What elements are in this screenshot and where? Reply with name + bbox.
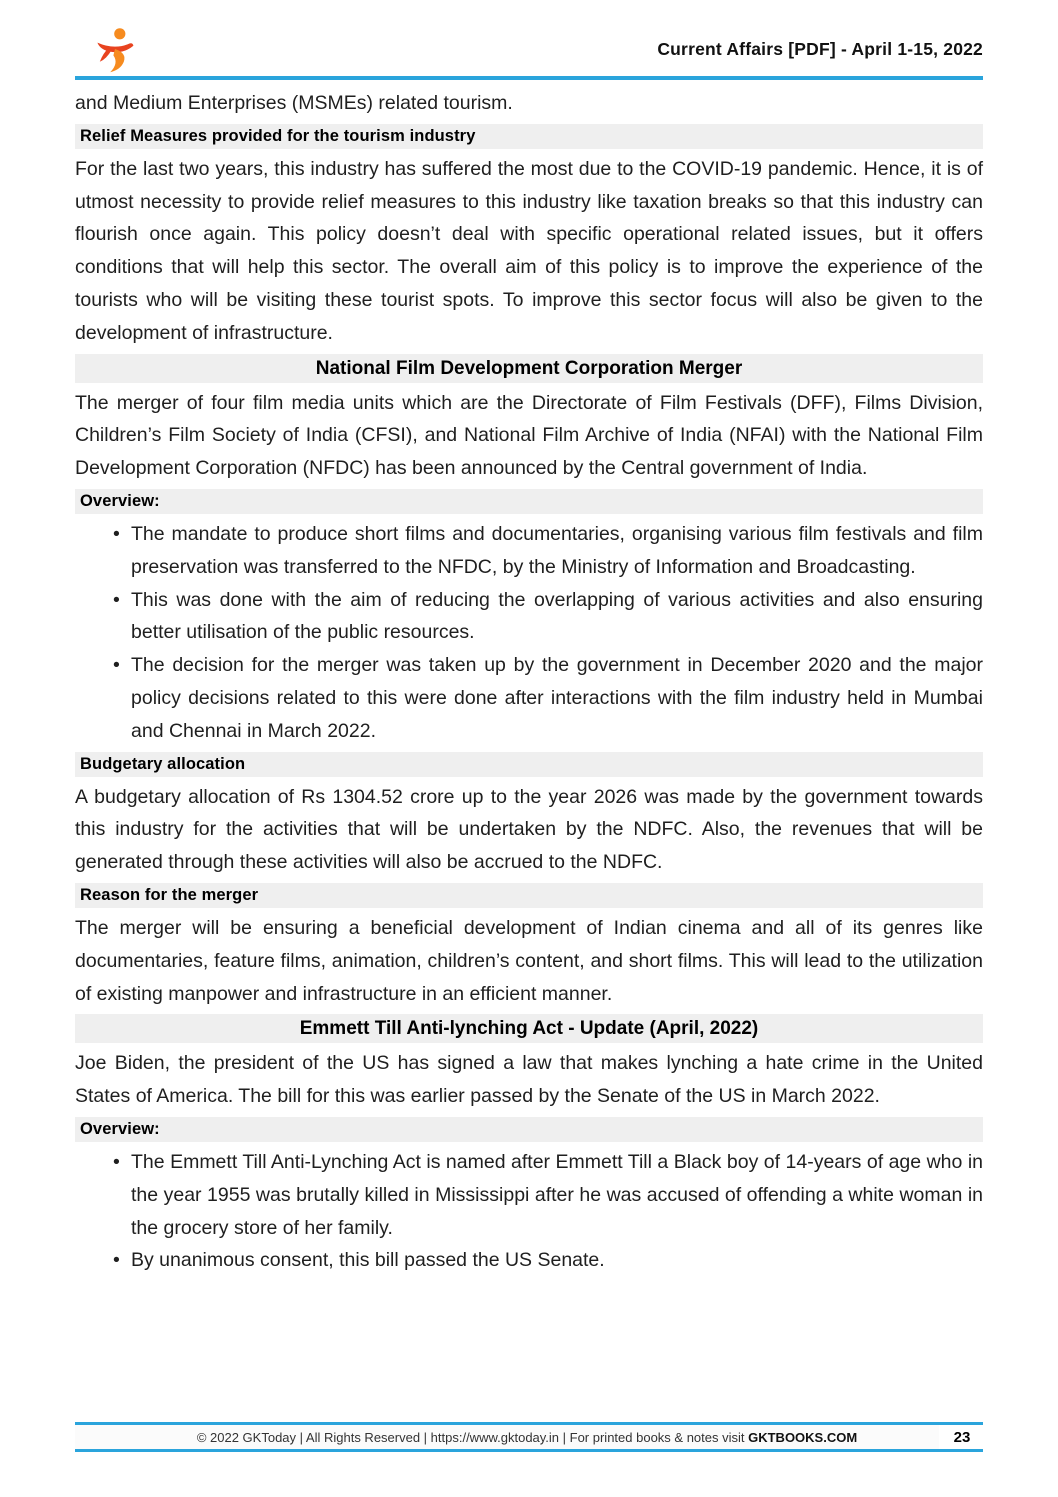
nfdc-overview-list: [113, 518, 983, 748]
list-item: • The mandate to produce short films and documentaries, organising various film festivals and film preservation was transferred to the NFDC, by the Ministry of Information and Broadcasting.: [113, 518, 983, 584]
page-number: 23: [939, 1425, 983, 1449]
page-footer: [75, 1422, 983, 1452]
heading-nfdc-merger: National Film Development Corporation Merger: [75, 354, 983, 383]
footer-site-link[interactable]: GKTBOOKS.COM: [748, 1429, 858, 1445]
header-title: Current Affairs [PDF] - April 1-15, 2022: [657, 38, 983, 59]
relief-paragraph: For the last two years, this industry has suffered the most due to the COVID-19 pandemic. Hence, it is of utmost necessity to provide relief measures to this industry like taxation breaks so that this industry can flourish once again. This policy doesn’t deal with specific operational related issues, but it offers conditions that will help this sector. The overall aim of this policy is to improve the experience of the tourists who will be visiting these tourist spots. To improve this sector focus will also be given to the development of infrastructure.: [75, 157, 983, 344]
heading-overview-1: Overview:: [75, 489, 983, 514]
heading-budgetary-allocation: Budgetary allocation: [75, 752, 983, 777]
footer-copyright: © 2022 GKToday | All Rights Reserved | https://www.gktoday.in | For printed books & notes visit: [196, 1429, 749, 1445]
heading-emmett-till-act: Emmett Till Anti-lynching Act - Update (April, 2022): [75, 1014, 983, 1043]
gktoday-logo: [91, 25, 139, 73]
list-item: • The Emmett Till Anti-Lynching Act is named after Emmett Till a Black boy of 14-years of age who in the year 1955 was brutally killed in Mississippi after he was accused of offending a white woman in the grocery store of her family.: [113, 1146, 983, 1244]
heading-overview-2: Overview:: [75, 1117, 983, 1142]
heading-reason-for-merger: Reason for the merger: [75, 883, 983, 908]
emmett-overview-list: [113, 1146, 983, 1277]
list-item: • This was done with the aim of reducing the overlapping of various activities and also ensuring better utilisation of the public resources.: [113, 584, 983, 650]
page-header: [75, 0, 983, 74]
nfdc-paragraph: The merger of four film media units which are the Directorate of Film Festivals (DFF), Films Division, Children’s Film Society of India (CFSI), and National Film Archive of India (NFAI) with the National Film Development Corporation (NFDC) has been announced by the Central government of India.: [75, 391, 983, 480]
lead-paragraph: and Medium Enterprises (MSMEs) related tourism.: [75, 92, 513, 114]
document-body: [75, 80, 983, 1277]
heading-relief-measures: Relief Measures provided for the tourism industry: [75, 124, 983, 149]
emmett-paragraph: Joe Biden, the president of the US has signed a law that makes lynching a hate crime in the United States of America. The bill for this was earlier passed by the Senate of the US in March 2022.: [75, 1052, 983, 1108]
budget-paragraph: A budgetary allocation of Rs 1304.52 crore up to the year 2026 was made by the government towards this industry for the activities that will be undertaken by the NDFC. Also, the revenues that will be generated through these activities will also be accrued to the NDFC.: [75, 785, 983, 874]
list-item: • The decision for the merger was taken up by the government in December 2020 and the major policy decisions related to this were done after interactions with the film industry held in Mumbai and Chennai in March 2022.: [113, 649, 983, 747]
footer-text: [75, 1430, 939, 1445]
reason-paragraph: The merger will be ensuring a beneficial development of Indian cinema and all of its genres like documentaries, feature films, animation, children’s content, and short films. This will lead to the utilization of existing manpower and infrastructure in an efficient manner.: [75, 916, 983, 1005]
list-item: • By unanimous consent, this bill passed the US Senate.: [113, 1244, 983, 1277]
